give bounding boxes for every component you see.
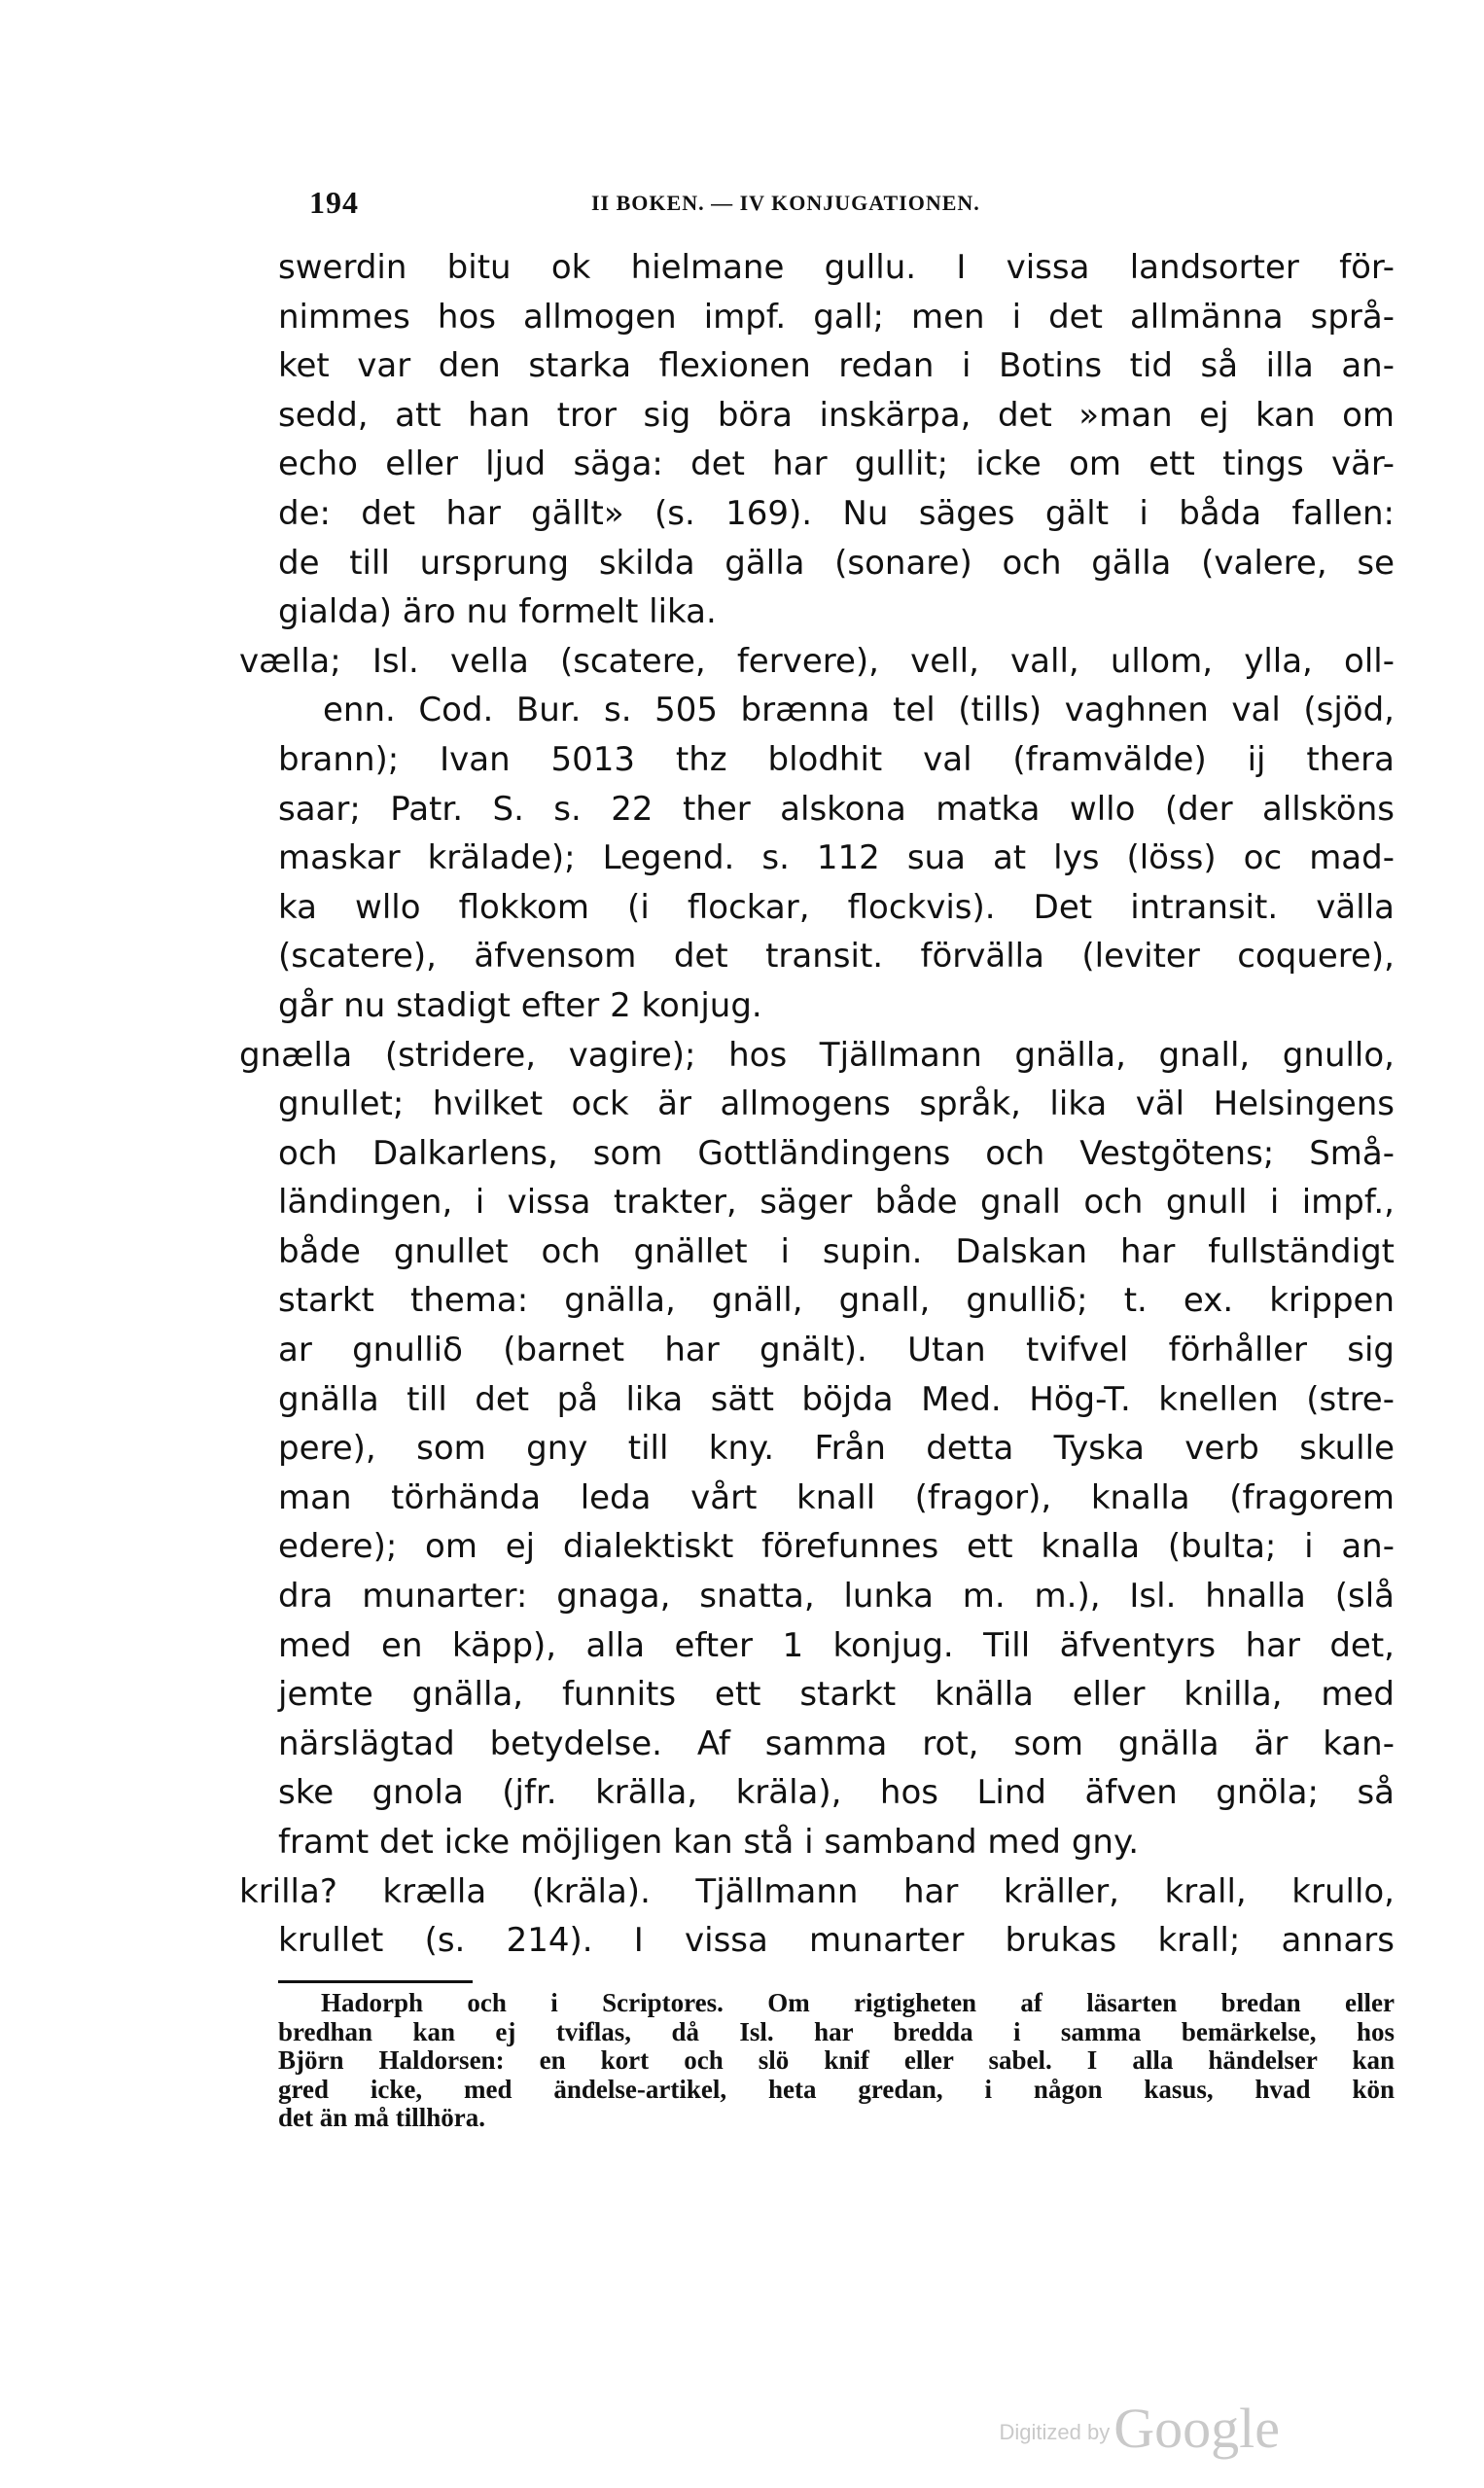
body-line: ske gnola (jfr. krälla, kräla), hos Lind äfven gnöla; så	[278, 1773, 1395, 1813]
running-head: II BOKEN. — IV KONJUGATIONEN.	[591, 191, 980, 215]
body-line: de: det har gällt» (s. 169). Nu säges gält i båda fallen:	[278, 493, 1395, 533]
page-number: 194	[309, 185, 359, 220]
body-line: nimmes hos allmogen impf. gall; men i det allmänna språ-	[278, 297, 1395, 337]
body-line: swerdin bitu ok hielmane gullu. I vissa landsorter för-	[278, 248, 1395, 287]
footnote-line: gred icke, med ändelse-artikel, heta gredan, i någon kasus, hvad kön	[278, 2074, 1395, 2104]
body-line: pere), som gny till kny. Från detta Tyska verb skulle	[278, 1429, 1395, 1469]
body-line: gnullet; hvilket ock är allmogens språk, lika väl Helsingens	[278, 1084, 1395, 1124]
body-line: sedd, att han tror sig böra inskärpa, det »man ej kan om	[278, 395, 1395, 435]
footnote-line: Hadorph och i Scriptores. Om rigtigheten af läsarten bredan eller	[321, 1988, 1395, 2017]
body-line: (scatere), äfvensom det transit. förvälla (leviter coquere),	[278, 937, 1395, 977]
body-line: ar gnulliδ (barnet har gnält). Utan tvifvel förhåller sig	[278, 1331, 1395, 1370]
body-line: ländingen, i vissa trakter, säger både gnall och gnull i impf.,	[278, 1183, 1395, 1223]
body-line: både gnullet och gnället i supin. Dalskan har fullständigt	[278, 1231, 1395, 1271]
footnote-line: Björn Haldorsen: en kort och slö knif eller sabel. I alla händelser kan	[278, 2045, 1395, 2075]
body-line: och Dalkarlens, som Gottländingens och Vestgötens; Små-	[278, 1133, 1395, 1173]
body-line: dra munarter: gnaga, snatta, lunka m. m.), Isl. hnalla (slå	[278, 1577, 1395, 1617]
body-line: krullet (s. 214). I vissa munarter brukas krall; annars	[278, 1921, 1395, 1961]
body-line: med en käpp), alla efter 1 konjug. Till äfventyrs har det,	[278, 1625, 1395, 1665]
body-line: vælla; Isl. vella (scatere, fervere), vell, vall, ullom, ylla, oll-	[239, 641, 1395, 681]
footnote-rule	[278, 1980, 473, 1983]
body-line: närslägtad betydelse. Af samma rot, som gnälla är kan-	[278, 1724, 1395, 1763]
body-line: saar; Patr. S. s. 22 ther alskona matka wllo (der allsköns	[278, 789, 1395, 829]
body-line: brann); Ivan 5013 thz blodhit val (framvälde) ij thera	[278, 739, 1395, 779]
body-line: enn. Cod. Bur. s. 505 brænna tel (tills) vaghnen val (sjöd,	[323, 691, 1395, 730]
body-line: man törhända leda vårt knall (fragor), knalla (fragorem	[278, 1477, 1395, 1517]
page-header	[309, 185, 1394, 224]
body-line: gnälla till det på lika sätt böjda Med. Hög-T. knellen (stre-	[278, 1379, 1395, 1419]
body-line: edere); om ej dialektiskt förefunnes ett knalla (bulta; i an-	[278, 1527, 1395, 1567]
body-line: jemte gnälla, funnits ett starkt knälla eller knilla, med	[278, 1675, 1395, 1715]
body-line: framt det icke möjligen kan stå i samband med gny.	[278, 1823, 1140, 1862]
footnote-line: det än må tillhöra.	[278, 2103, 485, 2132]
body-line: de till ursprung skilda gälla (sonare) och gälla (valere, se	[278, 543, 1395, 583]
body-line: krilla? krælla (kräla). Tjällmann har kräller, krall, krullo,	[239, 1871, 1395, 1911]
watermark-logo-text: Google	[1113, 2397, 1280, 2460]
footnote-line: bredhan kan ej tviflas, då Isl. har bredda i samma bemärkelse, hos	[278, 2016, 1395, 2046]
body-line: starkt thema: gnälla, gnäll, gnall, gnulliδ; t. ex. krippen	[278, 1281, 1395, 1321]
digitized-watermark	[1000, 2396, 1280, 2461]
body-line: går nu stadigt efter 2 konjug.	[278, 985, 762, 1025]
footnote	[278, 1988, 1395, 2133]
body-line: gnælla (stridere, vagire); hos Tjällmann gnälla, gnall, gnullo,	[239, 1035, 1395, 1075]
body-line: maskar krälade); Legend. s. 112 sua at lys (löss) oc mad-	[278, 838, 1395, 878]
body-line: ka wllo flokkom (i flockar, flockvis). Det intransit. välla	[278, 887, 1395, 927]
body-line: gialda) äro nu formelt lika.	[278, 592, 717, 632]
body-text	[239, 243, 1395, 1966]
watermark-small-text: Digitized by	[999, 2420, 1111, 2444]
body-line: ket var den starka flexionen redan i Botins tid så illa an-	[278, 346, 1395, 386]
body-line: echo eller ljud säga: det har gullit; icke om ett tings vär-	[278, 444, 1395, 484]
